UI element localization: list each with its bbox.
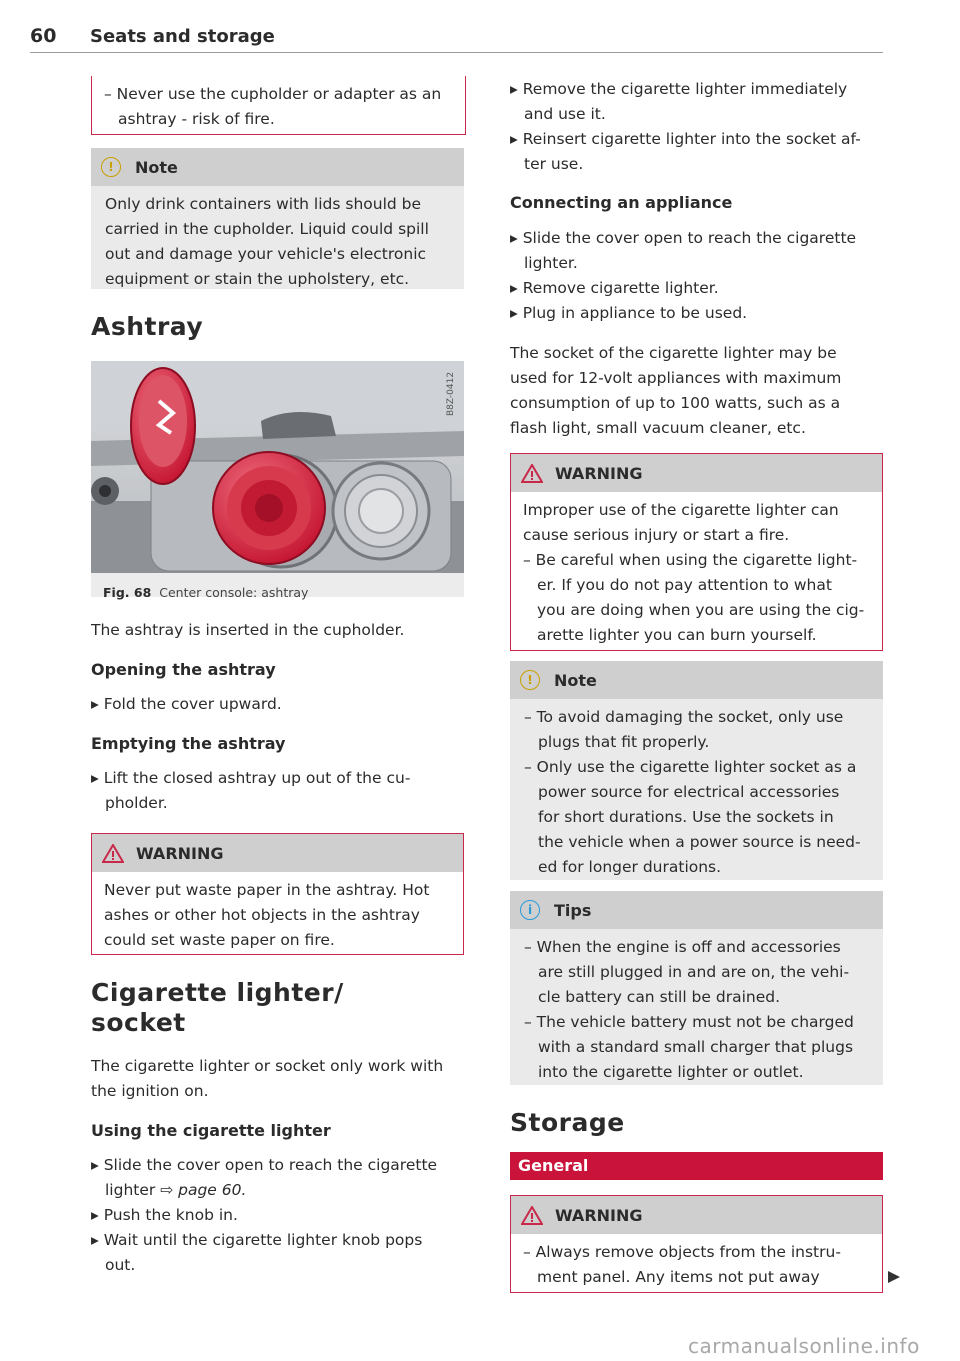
warning-line: Improper use of the cigarette lighter can (523, 501, 839, 519)
warning-triangle-icon (102, 844, 124, 863)
using-step-cont: out. (105, 1256, 136, 1274)
note-title: Note (135, 157, 178, 177)
warning-line: ashes or other hot objects in the ashtray (104, 906, 420, 924)
note-line: power source for electrical accessories (538, 783, 840, 801)
warning-line: ment panel. Any items not put away (537, 1268, 820, 1286)
figure-caption (91, 581, 464, 605)
using-step-text: lighter (105, 1181, 156, 1199)
tips-box (510, 891, 883, 1085)
warning-line: Never put waste paper in the ashtray. Hot (104, 881, 430, 899)
lighter-heading (91, 978, 344, 1038)
warning-line: – Always remove objects from the instru- (523, 1243, 841, 1261)
emptying-heading: Emptying the ashtray (91, 734, 286, 753)
warning-line: could set waste paper on fire. (104, 931, 335, 949)
figure-label: Fig. 68 (103, 585, 152, 600)
warning-box (510, 1195, 883, 1293)
warning-line: cause serious injury or start a fire. (523, 526, 790, 544)
storage-heading: Storage (510, 1108, 625, 1137)
ashtray-intro: The ashtray is inserted in the cupholder. (91, 621, 405, 639)
note-line: – To avoid damaging the socket, only use (524, 708, 844, 726)
step-line: ▸ Remove the cigarette lighter immediately (510, 80, 848, 98)
note-line: carried in the cupholder. Liquid could spill (105, 220, 429, 238)
general-section-bar: General (510, 1152, 883, 1180)
using-step-cont (105, 1178, 246, 1203)
connecting-step: lighter. (524, 254, 578, 272)
warning-header (511, 454, 882, 492)
warning-header (511, 1196, 882, 1234)
warning-title: WARNING (555, 1205, 643, 1225)
emptying-step-line: ▸ Lift the closed ashtray up out of the cu- (91, 769, 411, 787)
warning-title: WARNING (136, 843, 224, 863)
lighter-intro-line: the ignition on. (91, 1082, 209, 1100)
using-step: ▸ Wait until the cigarette lighter knob pops (91, 1231, 423, 1249)
step-line: ▸ Reinsert cigarette lighter into the socket af- (510, 130, 861, 148)
tips-header (510, 891, 883, 929)
note-title: Note (554, 670, 597, 690)
page-number: 60 (30, 25, 57, 47)
note-line: for short durations. Use the sockets in (538, 808, 834, 826)
using-heading: Using the cigarette lighter (91, 1121, 331, 1140)
warning-triangle-icon (521, 1206, 543, 1225)
tips-line: into the cigarette lighter or outlet. (538, 1063, 804, 1081)
using-step: ▸ Slide the cover open to reach the cigarette (91, 1156, 438, 1174)
connecting-step: ▸ Remove cigarette lighter. (510, 279, 719, 297)
warning-header (92, 834, 463, 872)
note-box (91, 148, 464, 289)
info-icon: i (520, 900, 540, 920)
ashtray-illustration (91, 361, 464, 573)
opening-heading: Opening the ashtray (91, 660, 276, 679)
figure-ashtray (91, 361, 464, 600)
figure-code: B8Z-0412 (446, 371, 456, 416)
connecting-step: ▸ Plug in appliance to be used. (510, 304, 748, 322)
emptying-step-line: pholder. (105, 794, 168, 812)
tips-line: – When the engine is off and accessories (524, 938, 841, 956)
lighter-intro-line: The cigarette lighter or socket only work with (91, 1057, 444, 1075)
note-line: Only drink containers with lids should be (105, 195, 422, 213)
note-line: plugs that fit properly. (538, 733, 710, 751)
lighter-heading-line: socket (91, 1008, 186, 1037)
socket-text: consumption of up to 100 watts, such as a (510, 394, 841, 412)
note-line: equipment or stain the upholstery, etc. (105, 270, 410, 288)
note-line: the vehicle when a power source is need- (538, 833, 861, 851)
warning-title: WARNING (555, 463, 643, 483)
connecting-step: ▸ Slide the cover open to reach the cigarette (510, 229, 857, 247)
warning-line: – Never use the cupholder or adapter as an (104, 85, 442, 103)
tips-title: Tips (554, 900, 592, 920)
warning-triangle-icon (521, 464, 543, 483)
continue-arrow-icon (886, 1270, 902, 1284)
tips-line: – The vehicle battery must not be charged (524, 1013, 854, 1031)
note-line: ed for longer durations. (538, 858, 722, 876)
socket-text: flash light, small vacuum cleaner, etc. (510, 419, 806, 437)
ashtray-heading: Ashtray (91, 312, 204, 341)
using-step: ▸ Push the knob in. (91, 1206, 238, 1224)
warning-line: ashtray - risk of fire. (118, 110, 275, 128)
warning-continuation-box (91, 76, 466, 135)
watermark: carmanualsonline.info (688, 1334, 920, 1358)
page-reference-link[interactable]: ⇨ page 60. (160, 1181, 247, 1199)
note-line: – Only use the cigarette lighter socket as a (524, 758, 857, 776)
caution-icon: ! (520, 670, 540, 690)
step-line: and use it. (524, 105, 606, 123)
note-header (91, 148, 464, 186)
warning-line: er. If you do not pay attention to what (537, 576, 832, 594)
page-header (30, 24, 883, 53)
tips-line: cle battery can still be drained. (538, 988, 781, 1006)
tips-line: are still plugged in and are on, the vehi- (538, 963, 850, 981)
section-title: Seats and storage (90, 26, 275, 47)
warning-line: you are doing when you are using the cig- (537, 601, 865, 619)
opening-step: ▸ Fold the cover upward. (91, 695, 282, 713)
note-box (510, 661, 883, 880)
note-header (510, 661, 883, 699)
step-line: ter use. (524, 155, 584, 173)
warning-box (510, 453, 883, 651)
warning-box (91, 833, 464, 955)
socket-text: used for 12-volt appliances with maximum (510, 369, 842, 387)
note-line: out and damage your vehicle's electronic (105, 245, 427, 263)
socket-text: The socket of the cigarette lighter may be (510, 344, 837, 362)
connecting-heading: Connecting an appliance (510, 193, 733, 212)
warning-line: arette lighter you can burn yourself. (537, 626, 817, 644)
warning-line: – Be careful when using the cigarette light- (523, 551, 858, 569)
caution-icon: ! (101, 157, 121, 177)
tips-line: with a standard small charger that plugs (538, 1038, 854, 1056)
figure-caption-text: Center console: ashtray (159, 585, 309, 600)
lighter-heading-line: Cigarette lighter/ (91, 978, 344, 1007)
